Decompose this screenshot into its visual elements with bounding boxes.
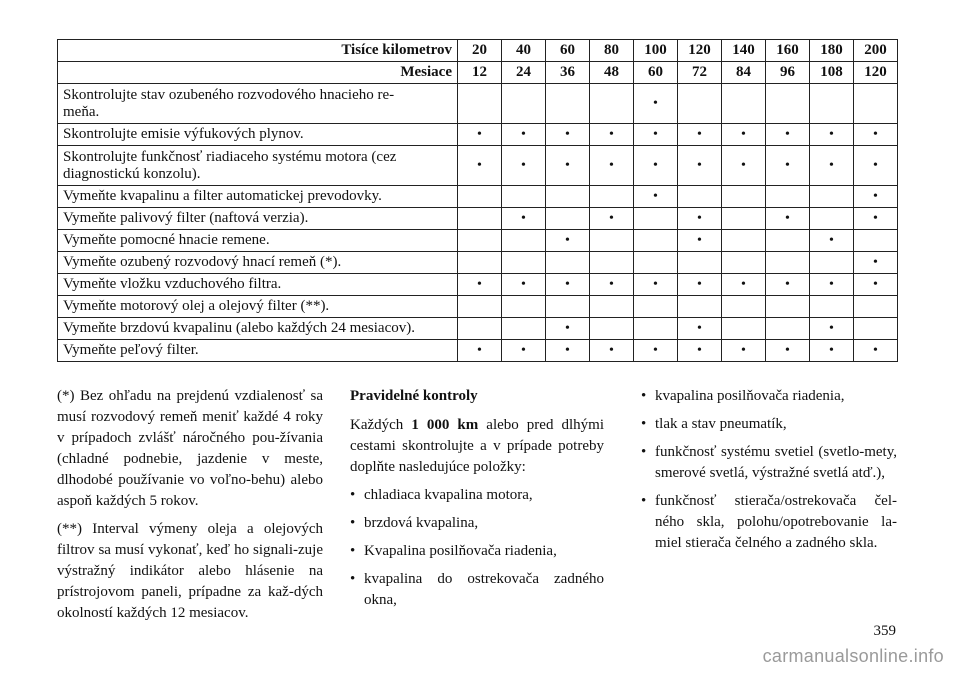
km-header-cell: 120 — [678, 40, 722, 62]
km-header-cell: 40 — [502, 40, 546, 62]
empty-cell — [722, 318, 766, 340]
service-mark: • — [546, 318, 590, 340]
months-header-cell: 48 — [590, 62, 634, 84]
service-mark: • — [810, 124, 854, 146]
service-mark: • — [678, 146, 722, 186]
empty-cell — [766, 296, 810, 318]
task-description: Vymeňte motorový olej a olejový filter (**). — [58, 296, 458, 318]
list-item-text: brzdová kvapalina, — [364, 515, 479, 531]
empty-cell — [634, 296, 678, 318]
service-mark: • — [590, 274, 634, 296]
service-mark: • — [810, 318, 854, 340]
empty-cell — [590, 84, 634, 124]
service-mark: • — [634, 340, 678, 362]
list-item — [641, 414, 897, 435]
empty-cell — [678, 252, 722, 274]
table-row — [58, 124, 898, 146]
list-item — [350, 569, 604, 611]
empty-cell — [854, 318, 898, 340]
bullet: • — [641, 493, 647, 509]
empty-cell — [634, 318, 678, 340]
empty-cell — [854, 230, 898, 252]
service-mark: • — [810, 274, 854, 296]
service-mark: • — [502, 146, 546, 186]
empty-cell — [766, 84, 810, 124]
list-item-text: funkčnosť stierača/ostrekovača čel-ného skla, polohu/opotrebovanie la-miel stierača čelného a zadného skla. — [655, 493, 897, 551]
empty-cell — [502, 318, 546, 340]
service-mark: • — [458, 340, 502, 362]
service-mark: • — [766, 146, 810, 186]
service-mark: • — [678, 318, 722, 340]
service-mark: • — [854, 186, 898, 208]
service-mark: • — [810, 340, 854, 362]
list-item-text: kvapalina posilňovača riadenia, — [655, 388, 845, 404]
task-description: Skontrolujte emisie výfukových plynov. — [58, 124, 458, 146]
empty-cell — [458, 318, 502, 340]
service-mark: • — [722, 124, 766, 146]
header-row-months — [58, 62, 898, 84]
empty-cell — [810, 252, 854, 274]
service-mark: • — [458, 124, 502, 146]
intro-text: Každých — [350, 417, 412, 433]
empty-cell — [722, 186, 766, 208]
km-header-cell: 80 — [590, 40, 634, 62]
empty-cell — [634, 208, 678, 230]
list-item-text: funkčnosť systému svetiel (svetlo-mety, smerové svetlá, výstražné svetlá atď.), — [655, 444, 897, 481]
empty-cell — [458, 208, 502, 230]
service-mark: • — [546, 230, 590, 252]
service-mark: • — [590, 340, 634, 362]
service-mark: • — [678, 230, 722, 252]
service-mark: • — [678, 208, 722, 230]
watermark: carmanualsonline.info — [762, 646, 944, 666]
checks-intro — [350, 415, 604, 478]
list-item — [350, 485, 604, 506]
service-mark: • — [590, 208, 634, 230]
footnotes-column — [57, 386, 323, 631]
empty-cell — [458, 230, 502, 252]
months-header-cell: 96 — [766, 62, 810, 84]
empty-cell — [810, 186, 854, 208]
service-mark: • — [854, 274, 898, 296]
service-mark: • — [634, 186, 678, 208]
empty-cell — [546, 296, 590, 318]
task-description: Skontrolujte stav ozubeného rozvodového hnacieho re- meňa. — [58, 84, 458, 124]
service-mark: • — [810, 146, 854, 186]
service-mark: • — [546, 124, 590, 146]
service-mark: • — [854, 146, 898, 186]
intro-distance: 1 000 km — [411, 417, 479, 433]
table-row — [58, 274, 898, 296]
km-header-cell: 180 — [810, 40, 854, 62]
table-row — [58, 146, 898, 186]
service-mark: • — [766, 274, 810, 296]
list-item-text: kvapalina do ostrekovača zadného okna, — [364, 571, 604, 608]
task-description: Vymeňte peľový filter. — [58, 340, 458, 362]
months-header-cell: 12 — [458, 62, 502, 84]
table-row — [58, 186, 898, 208]
months-header-cell: 72 — [678, 62, 722, 84]
bullet: • — [641, 416, 647, 432]
footnote-oil-interval: (**) Interval výmeny oleja a olejových filtrov sa musí vykonať, keď ho signali-zuje výstražný indikátor alebo hlásenie na prístrojovom paneli, prípadne za kaž-dých okolností každých 12 mesiacov. — [57, 521, 323, 621]
checks-list — [641, 386, 897, 554]
empty-cell — [810, 84, 854, 124]
empty-cell — [502, 252, 546, 274]
service-mark: • — [766, 340, 810, 362]
task-description: Vymeňte kvapalinu a filter automatickej prevodovky. — [58, 186, 458, 208]
service-mark: • — [810, 230, 854, 252]
service-mark: • — [722, 146, 766, 186]
section-heading: Pravidelné kontroly — [350, 388, 478, 404]
table-row — [58, 208, 898, 230]
km-header-cell: 200 — [854, 40, 898, 62]
empty-cell — [810, 296, 854, 318]
service-mark: • — [546, 274, 590, 296]
empty-cell — [590, 296, 634, 318]
service-mark: • — [634, 84, 678, 124]
empty-cell — [458, 186, 502, 208]
empty-cell — [678, 186, 722, 208]
empty-cell — [722, 84, 766, 124]
intro-text: alebo pred dlhými cestami skontrolujte a v prípade potreby doplňte nasledujúce položky: — [350, 417, 604, 475]
bullet: • — [350, 487, 356, 503]
list-item-text: tlak a stav pneumatík, — [655, 416, 787, 432]
months-header-label: Mesiace — [58, 62, 458, 84]
service-mark: • — [678, 340, 722, 362]
empty-cell — [590, 318, 634, 340]
empty-cell — [590, 252, 634, 274]
table-row — [58, 252, 898, 274]
empty-cell — [722, 230, 766, 252]
table-row — [58, 340, 898, 362]
table-row — [58, 84, 898, 124]
task-description: Vymeňte brzdovú kvapalinu (alebo každých 24 mesiacov). — [58, 318, 458, 340]
list-item — [641, 386, 897, 407]
service-mark: • — [458, 274, 502, 296]
service-mark: • — [634, 146, 678, 186]
schedule-body — [58, 40, 898, 362]
km-header-label: Tisíce kilometrov — [58, 40, 458, 62]
bullet: • — [641, 388, 647, 404]
bullet: • — [350, 515, 356, 531]
maintenance-schedule-table — [57, 39, 898, 362]
service-mark: • — [854, 340, 898, 362]
table-row — [58, 296, 898, 318]
service-mark: • — [502, 274, 546, 296]
service-mark: • — [766, 208, 810, 230]
task-description: Vymeňte pomocné hnacie remene. — [58, 230, 458, 252]
list-item-text: chladiaca kvapalina motora, — [364, 487, 533, 503]
regular-checks-column-continued — [641, 386, 897, 561]
empty-cell — [458, 84, 502, 124]
list-item — [641, 491, 897, 554]
empty-cell — [502, 84, 546, 124]
checks-list — [350, 485, 604, 611]
list-item — [641, 442, 897, 484]
km-header-cell: 20 — [458, 40, 502, 62]
months-header-cell: 108 — [810, 62, 854, 84]
empty-cell — [546, 208, 590, 230]
service-mark: • — [678, 124, 722, 146]
empty-cell — [590, 186, 634, 208]
months-header-cell: 120 — [854, 62, 898, 84]
service-mark: • — [502, 208, 546, 230]
empty-cell — [722, 252, 766, 274]
service-mark: • — [722, 274, 766, 296]
months-header-cell: 24 — [502, 62, 546, 84]
table-row — [58, 230, 898, 252]
empty-cell — [458, 296, 502, 318]
service-mark: • — [590, 146, 634, 186]
service-mark: • — [502, 124, 546, 146]
months-header-cell: 60 — [634, 62, 678, 84]
empty-cell — [502, 230, 546, 252]
task-description: Vymeňte palivový filter (naftová verzia). — [58, 208, 458, 230]
list-item-text: Kvapalina posilňovača riadenia, — [364, 543, 557, 559]
header-row-km — [58, 40, 898, 62]
empty-cell — [546, 186, 590, 208]
empty-cell — [590, 230, 634, 252]
empty-cell — [766, 318, 810, 340]
service-mark: • — [854, 252, 898, 274]
empty-cell — [546, 84, 590, 124]
empty-cell — [458, 252, 502, 274]
bullet: • — [641, 444, 647, 460]
bullet: • — [350, 571, 356, 587]
empty-cell — [766, 230, 810, 252]
table-row — [58, 318, 898, 340]
service-mark: • — [458, 146, 502, 186]
task-description: Vymeňte ozubený rozvodový hnací remeň (*). — [58, 252, 458, 274]
empty-cell — [766, 252, 810, 274]
km-header-cell: 160 — [766, 40, 810, 62]
empty-cell — [854, 84, 898, 124]
service-mark: • — [722, 340, 766, 362]
bullet: • — [350, 543, 356, 559]
service-mark: • — [854, 124, 898, 146]
empty-cell — [678, 84, 722, 124]
empty-cell — [502, 296, 546, 318]
service-mark: • — [634, 124, 678, 146]
service-mark: • — [546, 340, 590, 362]
months-header-cell: 36 — [546, 62, 590, 84]
service-mark: • — [634, 274, 678, 296]
empty-cell — [766, 186, 810, 208]
km-header-cell: 140 — [722, 40, 766, 62]
empty-cell — [634, 252, 678, 274]
service-mark: • — [502, 340, 546, 362]
service-mark: • — [678, 274, 722, 296]
empty-cell — [502, 186, 546, 208]
list-item — [350, 541, 604, 562]
regular-checks-column — [350, 386, 604, 618]
empty-cell — [854, 296, 898, 318]
km-header-cell: 60 — [546, 40, 590, 62]
empty-cell — [722, 208, 766, 230]
km-header-cell: 100 — [634, 40, 678, 62]
empty-cell — [546, 252, 590, 274]
task-description: Skontrolujte funkčnosť riadiaceho systému motora (cez diagnostickú konzolu). — [58, 146, 458, 186]
page-number: 359 — [873, 623, 896, 639]
months-header-cell: 84 — [722, 62, 766, 84]
list-item — [350, 513, 604, 534]
service-mark: • — [766, 124, 810, 146]
empty-cell — [722, 296, 766, 318]
footnote-timing-belt: (*) Bez ohľadu na prejdenú vzdialenosť sa musí rozvodový remeň meniť každé 4 roky v prípadoch zvlášť náročného pou-žívania (chladné podnebie, jazdenie v meste, dlhodobé používanie vo voľno-behu) alebo aspoň každých 5 rokov. — [57, 388, 323, 509]
service-mark: • — [546, 146, 590, 186]
empty-cell — [634, 230, 678, 252]
task-description: Vymeňte vložku vzduchového filtra. — [58, 274, 458, 296]
service-mark: • — [854, 208, 898, 230]
empty-cell — [678, 296, 722, 318]
service-mark: • — [590, 124, 634, 146]
empty-cell — [810, 208, 854, 230]
